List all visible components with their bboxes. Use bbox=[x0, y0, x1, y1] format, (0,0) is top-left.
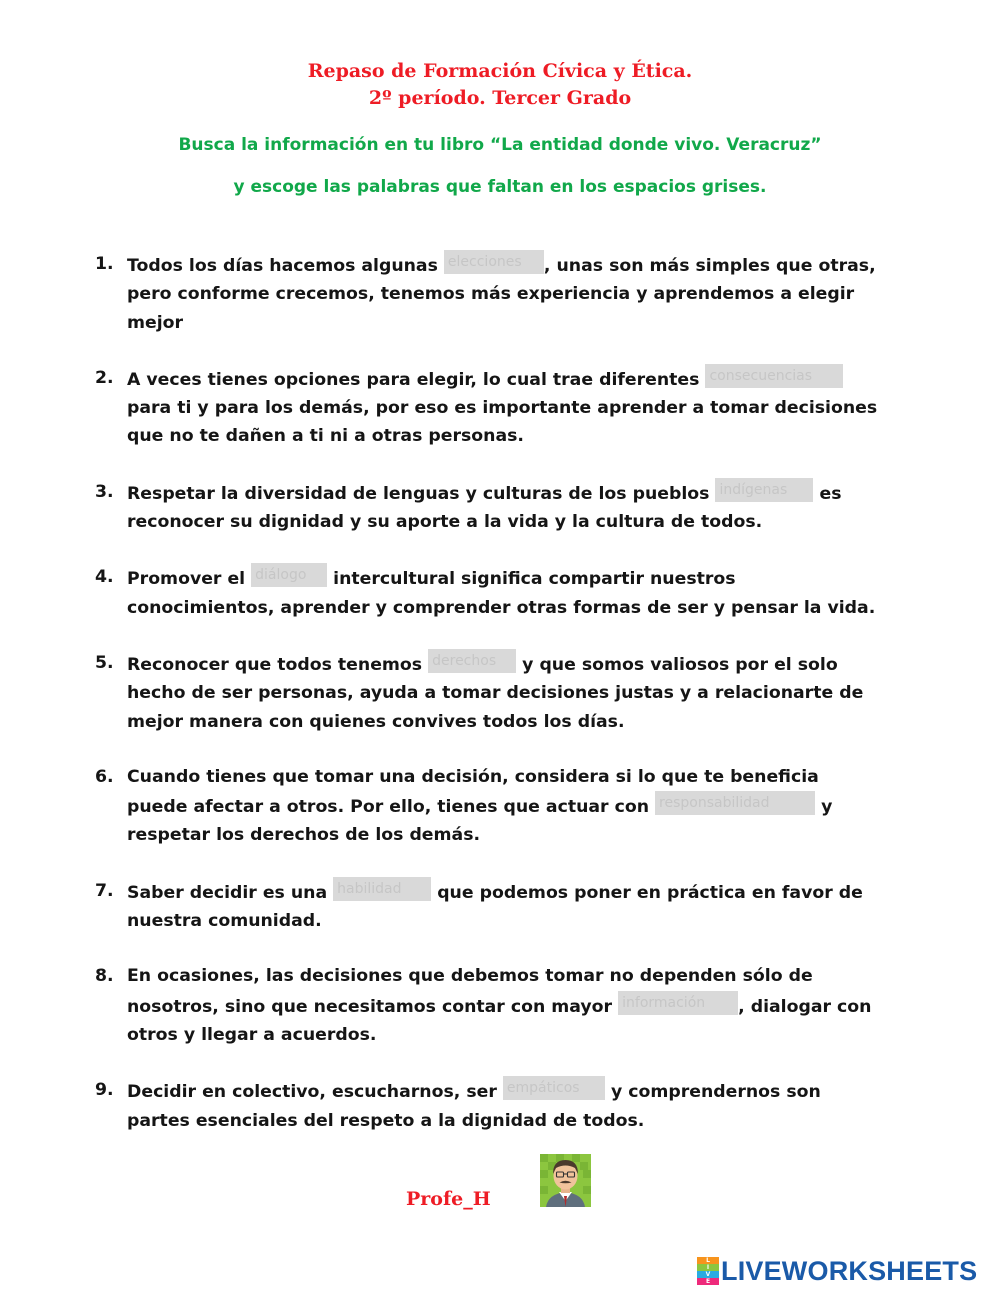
question-number: 4. bbox=[95, 567, 114, 588]
answer-blank[interactable]: elecciones bbox=[444, 250, 544, 274]
question-text-after: y respetar los derechos de los demás. bbox=[127, 797, 833, 846]
question-text-before: Todos los días hacemos algunas bbox=[127, 256, 438, 276]
answer-blank[interactable]: información bbox=[618, 991, 738, 1015]
question-text-before: Respetar la diversidad de lenguas y culturas de los pueblos bbox=[127, 483, 710, 504]
logo-letter-l: L bbox=[697, 1257, 719, 1264]
answer-blank[interactable]: habilidad bbox=[333, 877, 431, 901]
question-text-after: , dialogar con otros y llegar a acuerdos. bbox=[127, 996, 872, 1045]
question-number: 1. bbox=[95, 254, 114, 274]
liveworksheets-icon bbox=[697, 1257, 719, 1285]
question-number: 3. bbox=[95, 481, 114, 502]
logo-letter-i: I bbox=[697, 1264, 719, 1271]
logo-letter-e: E bbox=[697, 1278, 719, 1285]
worksheet-header bbox=[0, 58, 1000, 112]
liveworksheets-wordmark: LIVEWORKSHEETS bbox=[721, 1255, 978, 1286]
answer-blank[interactable]: empáticos bbox=[503, 1076, 605, 1100]
question-text-after: que podemos poner en práctica en favor de nuestra comunidad. bbox=[127, 882, 863, 932]
answer-blank[interactable]: diálogo bbox=[251, 563, 327, 587]
question-list bbox=[95, 250, 885, 1162]
question-text-before: Reconocer que todos tenemos bbox=[127, 654, 423, 675]
question-text-before: A veces tienes opciones para elegir, lo cual trae diferentes bbox=[127, 369, 700, 390]
instruction-line-1: Busca la información en tu libro “La entidad donde vivo. Veracruz” bbox=[178, 135, 822, 155]
answer-blank[interactable]: derechos bbox=[428, 649, 516, 673]
question-text-after: es reconocer su dignidad y su aporte a la vida y la cultura de todos. bbox=[127, 483, 842, 533]
answer-blank[interactable]: responsabilidad bbox=[655, 791, 815, 815]
question-number: 2. bbox=[95, 367, 114, 388]
question-number: 5. bbox=[95, 652, 114, 673]
worksheet-subtitle: 2º período. Tercer Grado bbox=[368, 87, 632, 109]
instruction-line-2: y escoge las palabras que faltan en los espacios grises. bbox=[233, 177, 767, 197]
question-4 bbox=[95, 563, 885, 622]
question-9 bbox=[95, 1076, 885, 1135]
question-3 bbox=[95, 478, 885, 537]
answer-blank[interactable]: consecuencias bbox=[705, 364, 843, 388]
question-text-after: , unas son más simples que otras, pero conforme crecemos, tenemos más experiencia y aprendemos a elegir mejor bbox=[127, 256, 876, 333]
question-text-after: y comprendernos son partes esenciales del respeto a la dignidad de todos. bbox=[127, 1082, 821, 1131]
logo-letter-v: V bbox=[697, 1271, 719, 1278]
worksheet-title: Repaso de Formación Cívica y Ética. bbox=[307, 60, 693, 82]
question-6 bbox=[95, 763, 885, 850]
question-number: 8. bbox=[95, 966, 114, 987]
question-text-before: Promover el bbox=[127, 569, 246, 590]
question-number: 6. bbox=[95, 766, 114, 787]
question-text-before: Decidir en colectivo, escucharnos, ser bbox=[127, 1082, 497, 1103]
question-number: 9. bbox=[95, 1080, 114, 1101]
answer-blank[interactable]: indígenas bbox=[715, 478, 813, 502]
question-text-after: y que somos valiosos por el solo hecho de ser personas, ayuda a tomar decisiones justas y a relacionarte de mejor manera con quienes convives todos los días. bbox=[127, 654, 864, 732]
question-text-after: intercultural significa compartir nuestros conocimientos, aprender y comprender otras formas de ser y pensar la vida. bbox=[127, 569, 876, 618]
question-text-before: Cuando tienes que tomar una decisión, considera si lo que te beneficia puede afectar a otros. Por ello, tienes que actuar con bbox=[127, 766, 819, 818]
question-7 bbox=[95, 877, 885, 936]
question-text-before: Saber decidir es una bbox=[127, 882, 328, 903]
question-text-before: En ocasiones, las decisiones que debemos tomar no dependen sólo de nosotros, sino que necesitamos contar con mayor bbox=[127, 966, 813, 1017]
question-8 bbox=[95, 962, 885, 1049]
question-5 bbox=[95, 649, 885, 736]
question-1 bbox=[95, 250, 885, 337]
teacher-avatar-icon bbox=[540, 1154, 591, 1207]
author-signature: Profe_H bbox=[406, 1188, 491, 1210]
question-number: 7. bbox=[95, 880, 114, 901]
question-text-after: para ti y para los demás, por eso es importante aprender a tomar decisiones que no te dañen a ti ni a otras personas. bbox=[127, 398, 878, 447]
question-2 bbox=[95, 364, 885, 451]
liveworksheets-logo bbox=[697, 1257, 977, 1285]
